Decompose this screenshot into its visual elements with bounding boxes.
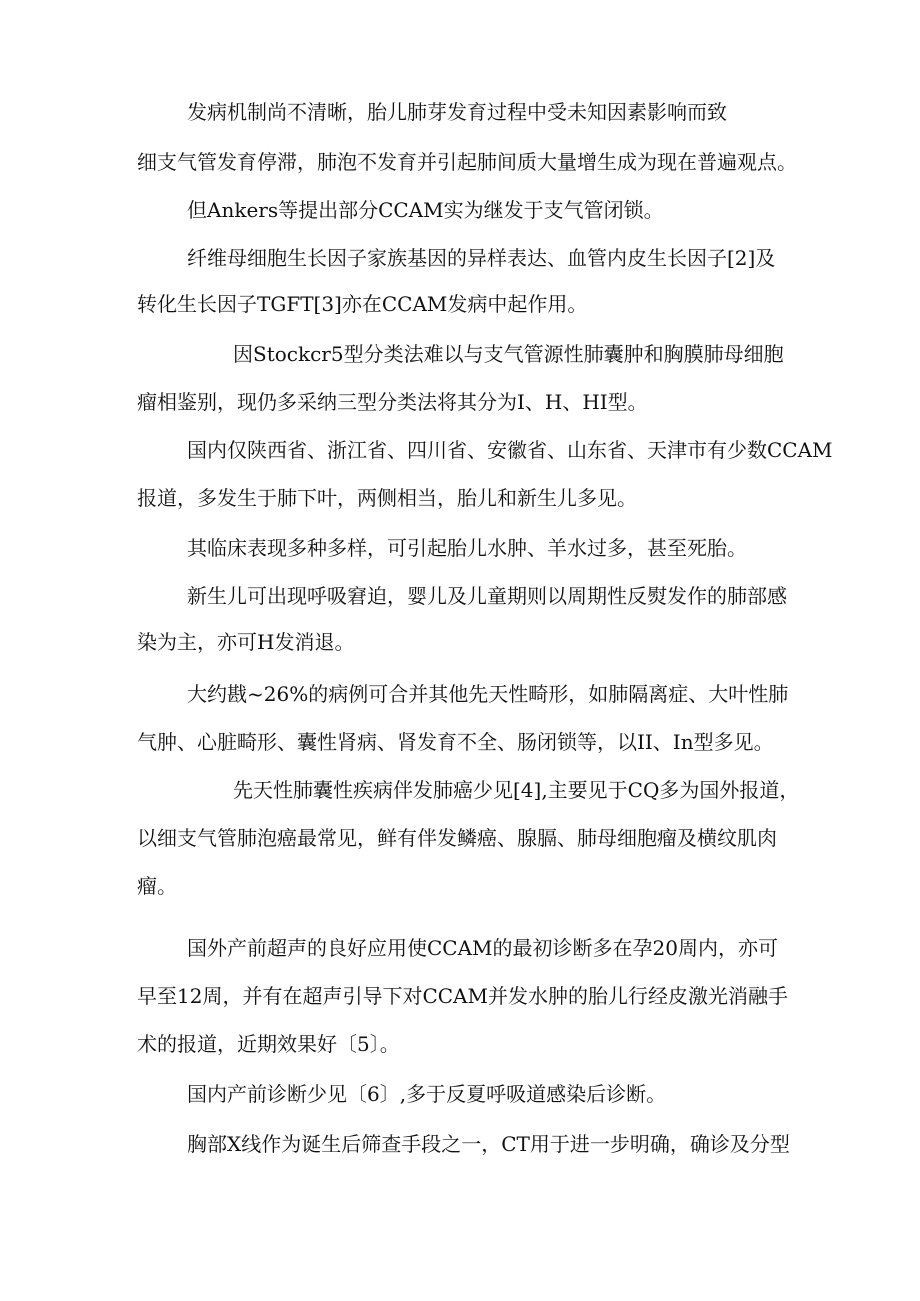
text-line: 染为主，亦可H发消退。 [137, 630, 355, 654]
text-line: 胸部X线作为诞生后筛查手段之一，CT用于进一步明确，确诊及分型 [187, 1132, 790, 1156]
text-line: 报道，多发生于肺下叶，两侧相当，胎儿和新生儿多见。 [137, 486, 637, 510]
text-line: 纤维母细胞生长因子家族基因的异样表达、血管内皮生长因子[2]及 [187, 246, 776, 270]
text-line: 气肿、心脏畸形、囊性肾病、肾发育不全、肠闭锁等，以II、In型多见。 [137, 730, 774, 754]
text-line: 瘤相鉴别，现仍多采纳三型分类法将其分为I、H、HI型。 [137, 390, 648, 414]
text-line: 国内仅陕西省、浙江省、四川省、安徽省、山东省、天津市有少数CCAM [187, 438, 833, 462]
text-line: 瘤。 [137, 874, 177, 898]
text-line: 术的报道，近期效果好〔5〕。 [137, 1032, 400, 1056]
text-line: 其临床表现多种多样，可引起胎儿水肿、羊水过多，甚至死胎。 [187, 536, 747, 560]
text-line: 发病机制尚不清晰，胎儿肺芽发育过程中受未知因素影响而致 [187, 100, 727, 124]
text-line: 以细支气管肺泡癌最常见，鲜有伴发鳞癌、腺膈、肺母细胞瘤及横纹肌肉 [137, 826, 777, 850]
text-line: 国外产前超声的良好应用使CCAM的最初诊断多在孕20周内，亦可 [187, 936, 778, 960]
text-line: 大约戡~26%的病例可合并其他先天性畸形，如肺隔离症、大叶性肺 [187, 682, 789, 706]
text-line: 先天性肺囊性疾病伴发肺癌少见[4],主要见于CQ多为国外报道， [233, 778, 800, 802]
text-line: 细支气管发育停滞，肺泡不发育并引起肺间质大量增生成为现在普遍观点。 [137, 150, 797, 174]
text-line: 因Stockcr5型分类法难以与支气管源性肺囊肿和胸膜肺母细胞 [233, 342, 784, 366]
text-line: 国内产前诊断少见〔6〕,多于反夏呼吸道感染后诊断。 [187, 1082, 667, 1106]
text-line: 新生儿可出现呼吸窘迫，婴儿及儿童期则以周期性反熨发作的肺部感 [187, 584, 787, 608]
text-line: 早至12周，并有在超声引导下对CCAM并发水肿的胎儿行经皮激光消融手 [137, 984, 788, 1008]
text-line: 但Ankers等提出部分CCAM实为继发于支气管闭锁。 [187, 198, 664, 222]
text-line: 转化生长因子TGFT[3]亦在CCAM发病中起作用。 [137, 292, 588, 316]
